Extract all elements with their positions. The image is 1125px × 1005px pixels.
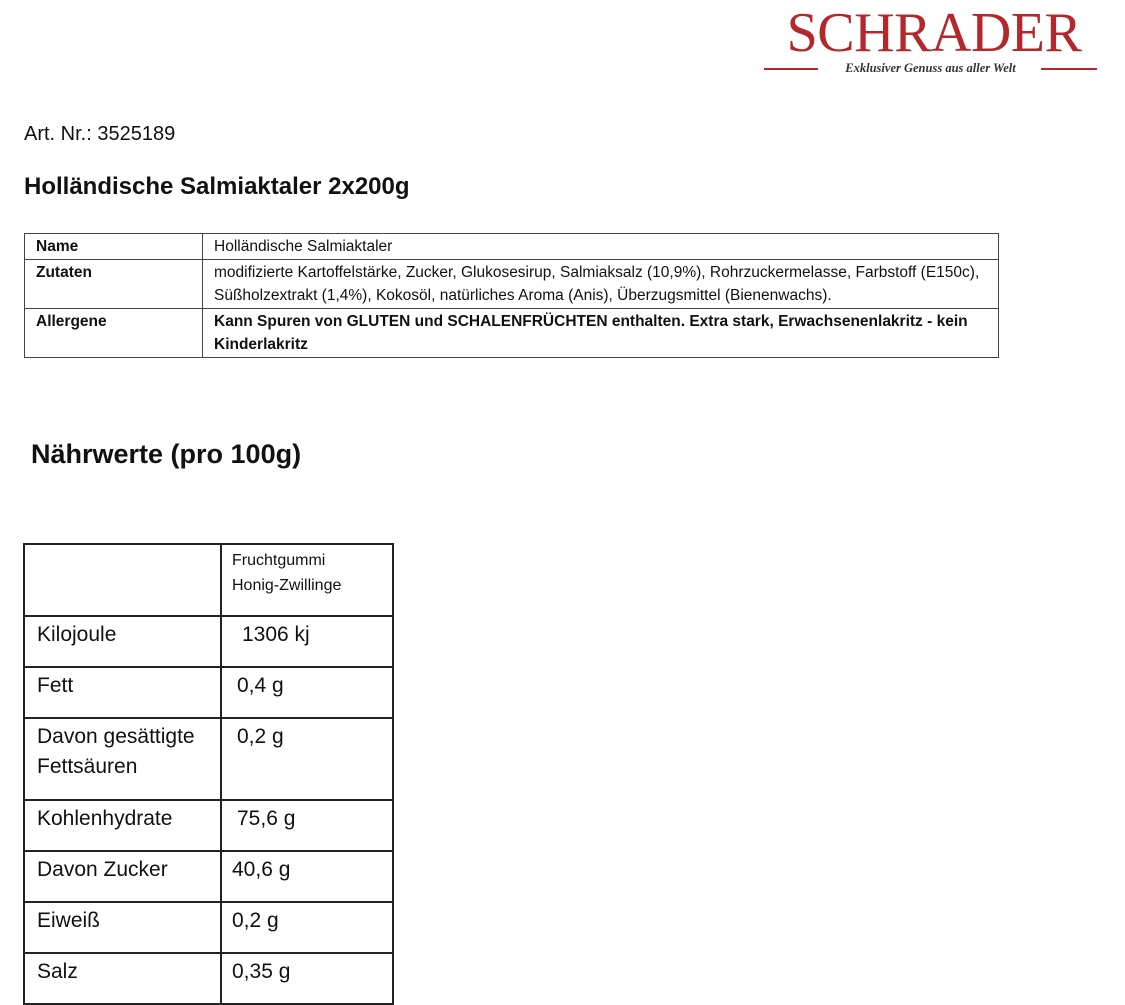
info-value: modifizierte Kartoffelstärke, Zucker, Glukosesirup, Salmiaksalz (10,9%), Rohrzuckermelasse, Farbstoff (E150c), Süßholzextrakt (1,4%), Kokosöl, natürliches Aroma (Anis), Überzugsmittel (Bienenwachs).	[203, 260, 999, 309]
info-row-name	[25, 234, 999, 260]
nutrient-label: Kilojoule	[24, 616, 221, 667]
table-row	[24, 902, 393, 953]
nutrient-value: 0,2 g	[221, 902, 393, 953]
nutrient-value: 0,4 g	[221, 667, 393, 718]
column-header-line2: Honig-Zwillinge	[232, 577, 342, 594]
article-number: Art. Nr.: 3525189	[24, 123, 176, 145]
nutrition-heading: Nährwerte (pro 100g)	[31, 439, 302, 469]
nutrient-label: Davon Zucker	[24, 851, 221, 902]
info-row-allergens	[25, 309, 999, 358]
brand-tagline: Exklusiver Genuss aus aller Welt	[845, 61, 1016, 75]
column-header-line1: Fruchtgummi	[232, 552, 326, 569]
nutrient-value: 0,2 g	[221, 718, 393, 800]
table-row	[24, 800, 393, 851]
table-row	[24, 718, 393, 800]
nutrition-header-empty	[24, 544, 221, 616]
nutrient-value: 40,6 g	[221, 851, 393, 902]
nutrient-label: Eiweiß	[24, 902, 221, 953]
table-row	[24, 851, 393, 902]
nutrition-table	[23, 543, 394, 1005]
brand-wordmark: SCHRADER	[786, 2, 1082, 64]
table-row	[24, 953, 393, 1004]
nutrition-header-row	[24, 544, 393, 616]
nutrition-column-header	[221, 544, 393, 616]
info-label: Allergene	[25, 309, 203, 358]
info-value: Holländische Salmiaktaler	[203, 234, 999, 260]
brand-logo	[760, 2, 1105, 78]
table-row	[24, 616, 393, 667]
nutrient-value: 0,35 g	[221, 953, 393, 1004]
info-label: Zutaten	[25, 260, 203, 309]
info-value: Kann Spuren von GLUTEN und SCHALENFRÜCHTEN enthalten. Extra stark, Erwachsenenlakritz - kein Kinderlakritz	[203, 309, 999, 358]
logo-rule-right	[1041, 68, 1097, 70]
nutrient-value: 75,6 g	[221, 800, 393, 851]
nutrient-label: Salz	[24, 953, 221, 1004]
info-label: Name	[25, 234, 203, 260]
product-info-table	[24, 233, 999, 358]
nutrient-label: Kohlenhydrate	[24, 800, 221, 851]
info-row-ingredients	[25, 260, 999, 309]
logo-rule-left	[764, 68, 818, 70]
nutrient-label: Davon gesättigte Fettsäuren	[24, 718, 221, 800]
nutrient-label: Fett	[24, 667, 221, 718]
nutrient-value: 1306 kj	[221, 616, 393, 667]
table-row	[24, 667, 393, 718]
product-title: Holländische Salmiaktaler 2x200g	[24, 173, 410, 200]
